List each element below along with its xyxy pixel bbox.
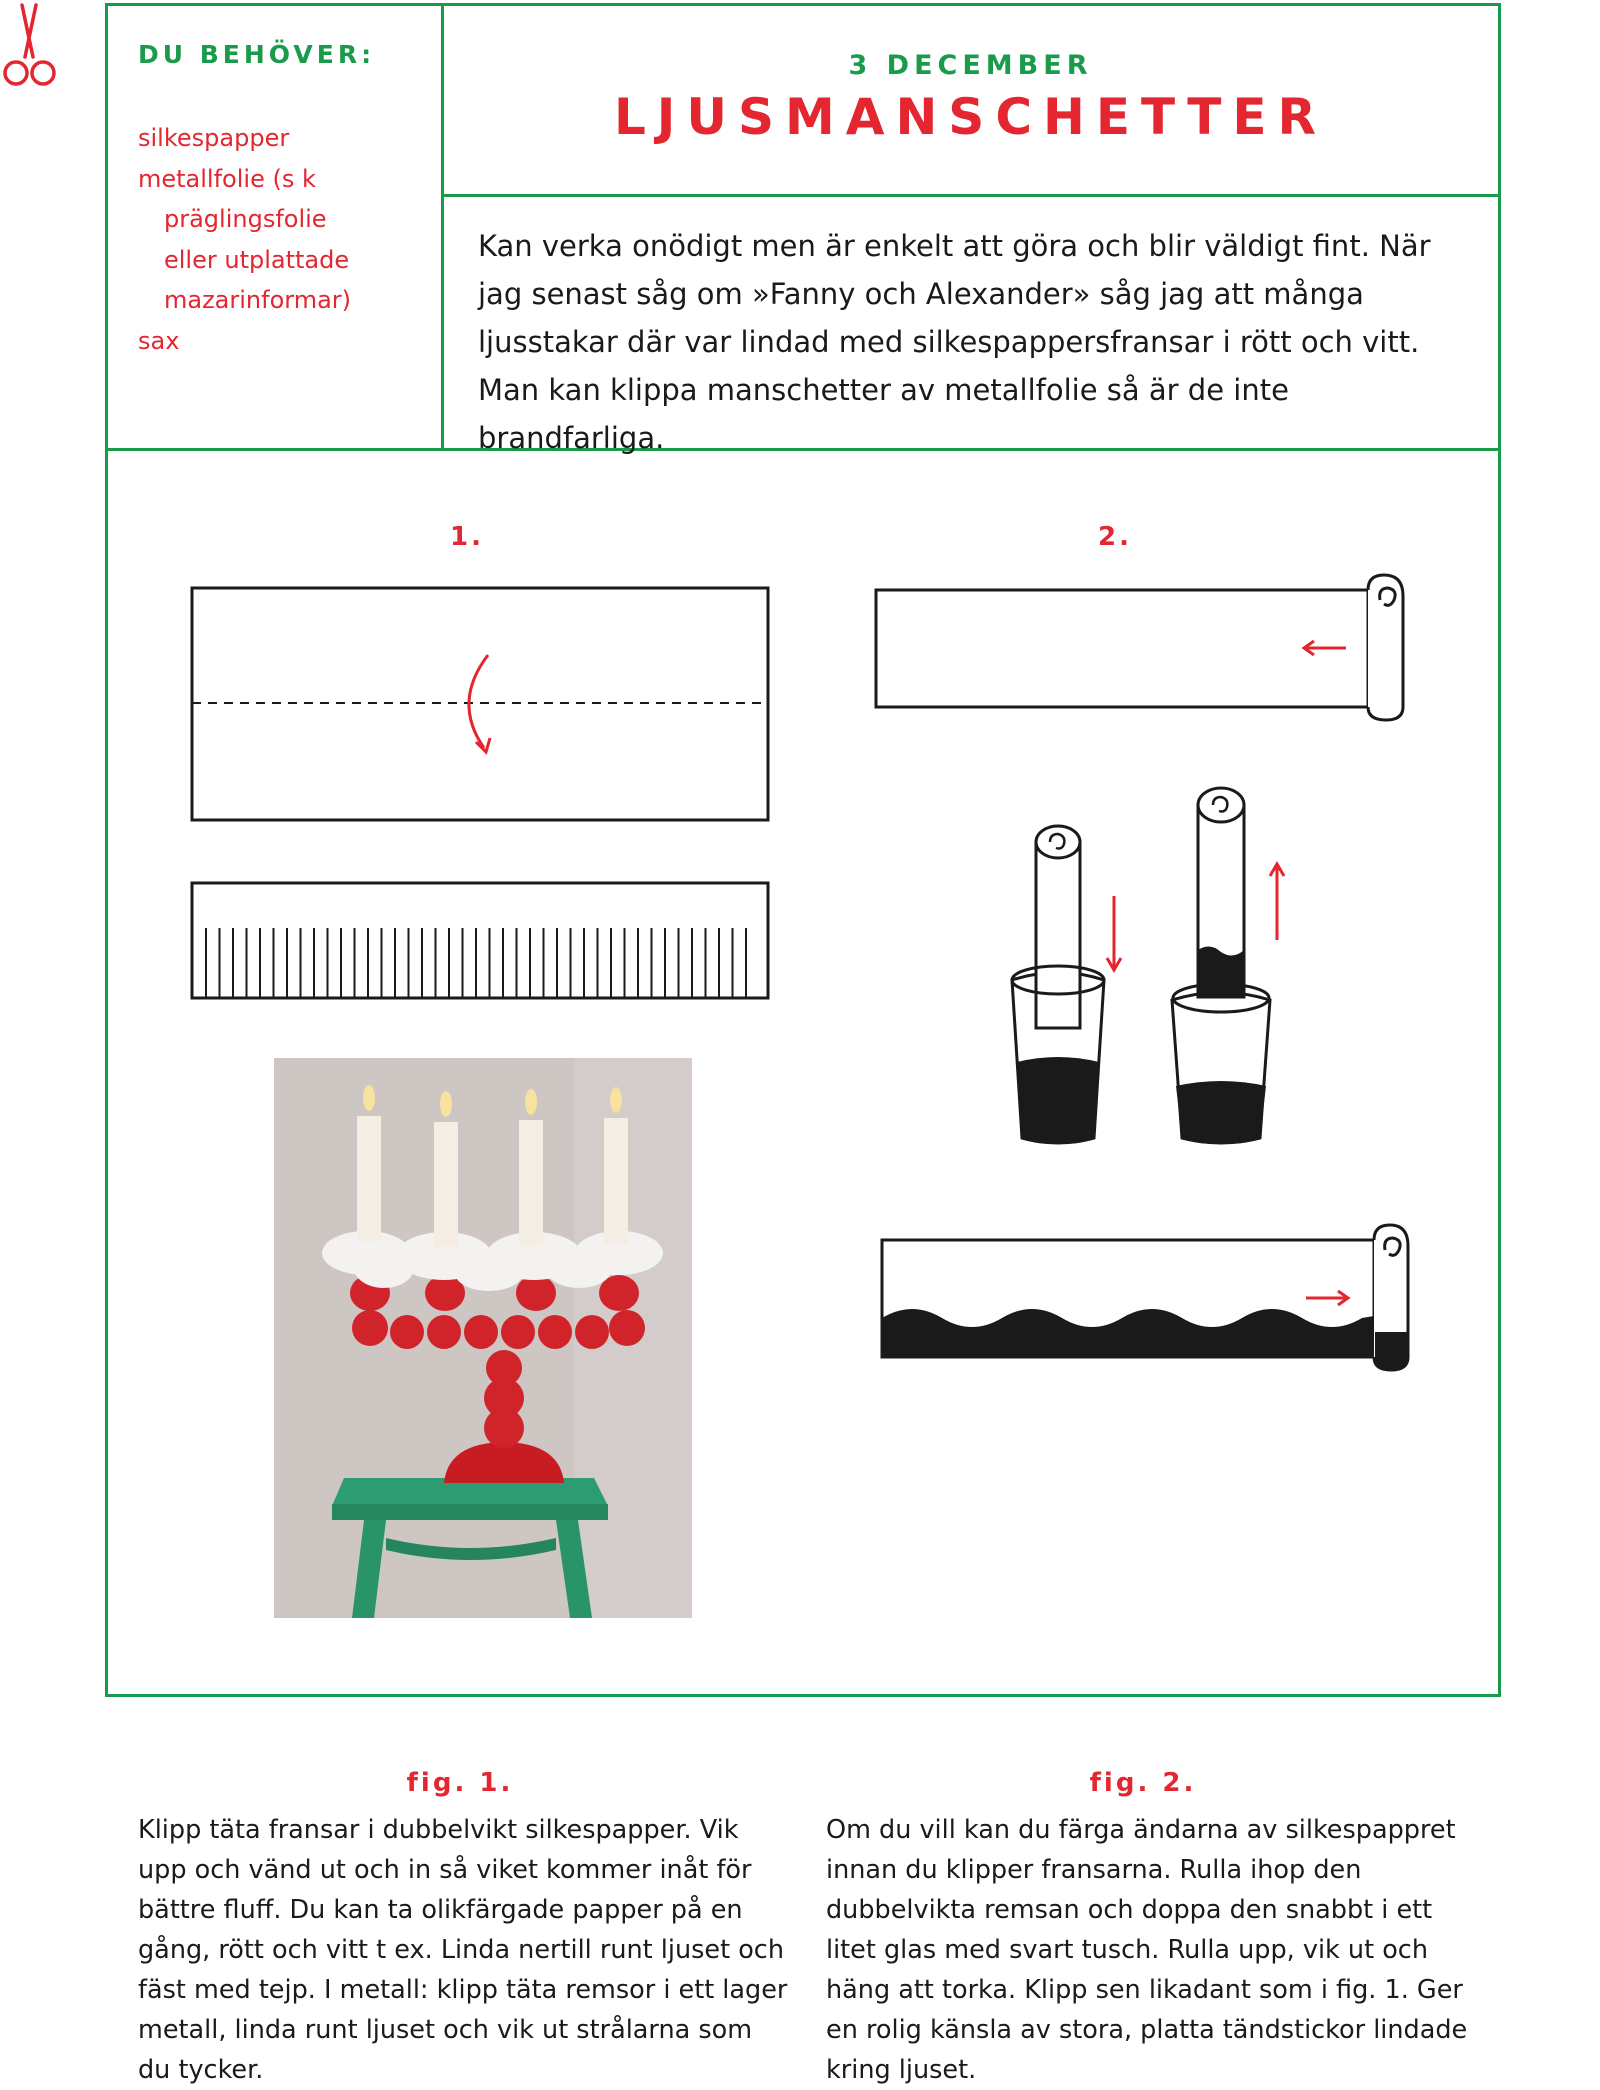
date-heading: 3 DECEMBER bbox=[848, 50, 1093, 81]
figure-1-caption-text: Klipp täta fransar i dubbelvikt silkespapper. Vik upp och vänd ut och in så viket kommer inåt för bättre fluff. Du kan ta olikfärgade papper på en gång, rött och vitt t ex. Linda nertill runt ljuset och fäst med tejp. I metall: klipp täta remsor i ett lager metall, linda runt ljuset och vik ut strålarna som du tycker. bbox=[138, 1815, 788, 2085]
rolled-strip-illustration bbox=[876, 575, 1403, 720]
needs-item: präglingsfolie bbox=[164, 205, 327, 233]
dipping-glass-illustration bbox=[1012, 826, 1121, 1143]
figure-2-caption-text: Om du vill kan du färga ändarna av silkespappret innan du klipper fransarna. Rulla ihop den dubbelvikta remsan och doppa den snabbt i ett litet glas med svart tusch. Rulla upp, vik ut och häng att torka. Klipp sen likadant som i fig. 1. Ger en rolig känsla av stora, platta tändstickor lindade kring ljuset. bbox=[826, 1815, 1468, 2085]
needs-item: eller utplattade bbox=[164, 245, 350, 274]
figure-1-number: 1. bbox=[450, 522, 484, 552]
figure-1-caption-title: fig. 1. bbox=[406, 1768, 514, 1798]
fringed-paper-illustration bbox=[192, 883, 768, 998]
candelabra-image bbox=[274, 1058, 692, 1618]
needs-heading: DU BEHÖVER: bbox=[138, 40, 376, 69]
intro-paragraph: Kan verka onödigt men är enkelt att göra och blir väldigt fint. När jag senast såg om »Fanny och Alexander» såg jag att många ljusstakar där var lindad med silkespappersfransar i rött och vitt. Man kan klippa manschetter av metallfolie så är de inte brandfarliga. bbox=[478, 229, 1431, 455]
needs-item: metallfolie (s k bbox=[138, 164, 316, 193]
needs-item: silkespapper bbox=[138, 124, 290, 152]
dipped-roll-illustration bbox=[1172, 788, 1284, 1143]
figure-2-number: 2. bbox=[1098, 522, 1132, 552]
candelabra-photo bbox=[274, 1058, 692, 1618]
figure-2-caption-title: fig. 2. bbox=[1089, 1768, 1197, 1798]
dyed-strip-illustration bbox=[882, 1225, 1408, 1370]
needs-item: mazarinformar) bbox=[164, 286, 352, 314]
page-title: LJUSMANSCHETTER bbox=[613, 88, 1328, 146]
folded-paper-illustration bbox=[192, 588, 768, 820]
needs-item: sax bbox=[138, 326, 180, 355]
